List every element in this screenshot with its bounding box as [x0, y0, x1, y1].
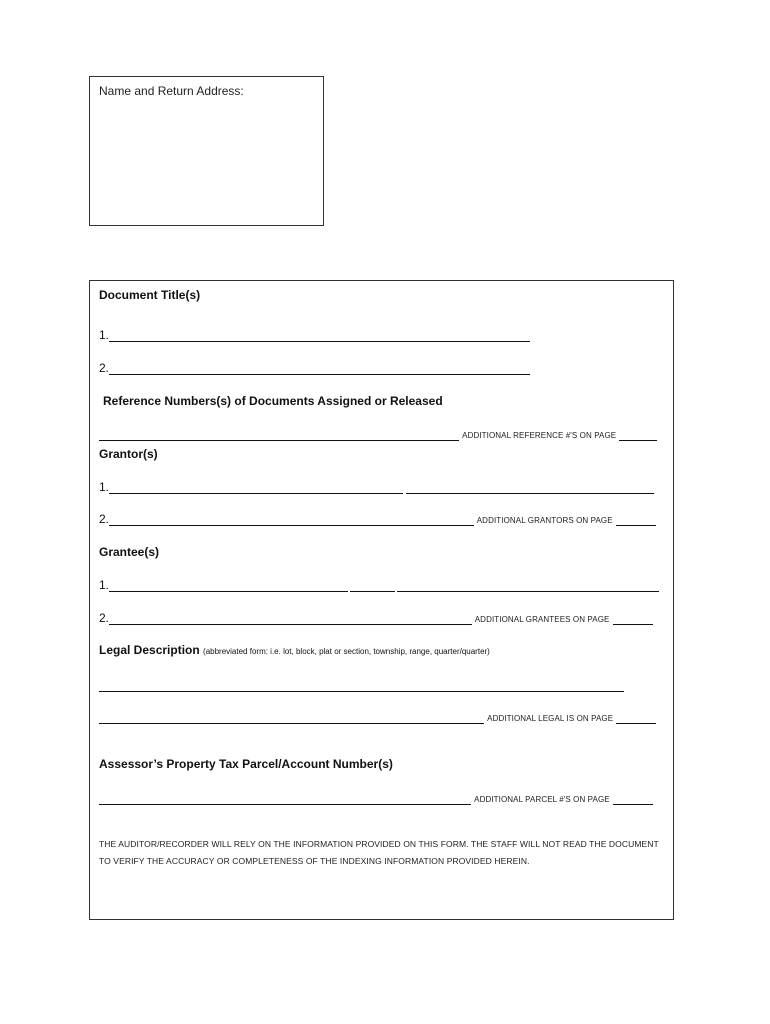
legal-description-line-2[interactable]: [99, 710, 656, 724]
additional-parcel-label: ADDITIONAL PARCEL #'S ON PAGE: [474, 795, 610, 804]
grantee-2-field[interactable]: [109, 612, 472, 625]
additional-grantors-page-field[interactable]: [616, 513, 656, 526]
grantor-2-field[interactable]: [109, 513, 474, 526]
legal-description-heading: Legal Description: [99, 643, 200, 657]
grantor-1-last-name-field[interactable]: [109, 481, 403, 494]
legal-description-field-1[interactable]: [99, 679, 624, 692]
legal-description-field-2[interactable]: [99, 711, 484, 724]
document-titles-heading: Document Title(s): [99, 288, 201, 302]
additional-parcel-page-field[interactable]: [613, 792, 653, 805]
document-title-line-1[interactable]: [99, 328, 530, 342]
document-title-1-prefix: 1.: [99, 328, 109, 342]
parcel-numbers-heading: Assessor’s Property Tax Parcel/Account Number(s): [99, 757, 393, 771]
grantee-line-2[interactable]: [99, 611, 653, 625]
auditor-notice: THE AUDITOR/RECORDER WILL RELY ON THE INFORMATION PROVIDED ON THIS FORM. THE STAFF WILL NOT READ THE DOCUMENT TO VERIFY THE ACCURACY OR COMPLETENESS OF THE INDEXING INFORMATION PROVIDED HEREIN.: [99, 839, 659, 866]
grantee-line-1[interactable]: [99, 578, 659, 592]
grantee-1-last-name-field[interactable]: [109, 579, 348, 592]
grantors-heading: Grantor(s): [99, 447, 158, 461]
grantor-2-prefix: 2.: [99, 512, 109, 526]
grantor-line-2[interactable]: [99, 512, 656, 526]
grantor-1-prefix: 1.: [99, 480, 109, 494]
grantor-line-1[interactable]: [99, 480, 654, 494]
reference-number-field[interactable]: [99, 428, 459, 441]
indexing-form-box: [89, 280, 674, 920]
grantor-1-first-name-field[interactable]: [406, 481, 654, 494]
additional-reference-label: ADDITIONAL REFERENCE #'S ON PAGE: [462, 431, 617, 440]
additional-legal-label: ADDITIONAL LEGAL IS ON PAGE: [487, 714, 614, 723]
additional-grantors-label: ADDITIONAL GRANTORS ON PAGE: [476, 516, 613, 525]
return-address-box[interactable]: [89, 76, 324, 226]
parcel-number-field[interactable]: [99, 792, 471, 805]
reference-number-line[interactable]: [99, 427, 657, 441]
grantee-1-middle-field[interactable]: [350, 579, 395, 592]
legal-description-line-1[interactable]: [99, 678, 624, 692]
additional-reference-page-field[interactable]: [619, 428, 657, 441]
grantee-1-prefix: 1.: [99, 578, 109, 592]
additional-legal-page-field[interactable]: [616, 711, 656, 724]
grantee-2-prefix: 2.: [99, 611, 109, 625]
additional-grantees-label: ADDITIONAL GRANTEES ON PAGE: [474, 615, 610, 624]
reference-numbers-heading: Reference Numbers(s) of Documents Assigned or Released: [103, 394, 443, 408]
parcel-number-line[interactable]: [99, 791, 653, 805]
legal-description-heading-row: [99, 643, 490, 657]
legal-description-note: (abbreviated form: i.e. lot, block, plat or section, township, range, quarter/quarter): [203, 647, 490, 656]
document-title-2-prefix: 2.: [99, 361, 109, 375]
grantee-1-first-name-field[interactable]: [397, 579, 659, 592]
additional-grantees-page-field[interactable]: [613, 612, 653, 625]
return-address-label: Name and Return Address:: [99, 84, 244, 98]
document-title-2-field[interactable]: [109, 362, 530, 375]
document-title-line-2[interactable]: [99, 361, 530, 375]
grantees-heading: Grantee(s): [99, 545, 160, 559]
document-title-1-field[interactable]: [109, 329, 530, 342]
